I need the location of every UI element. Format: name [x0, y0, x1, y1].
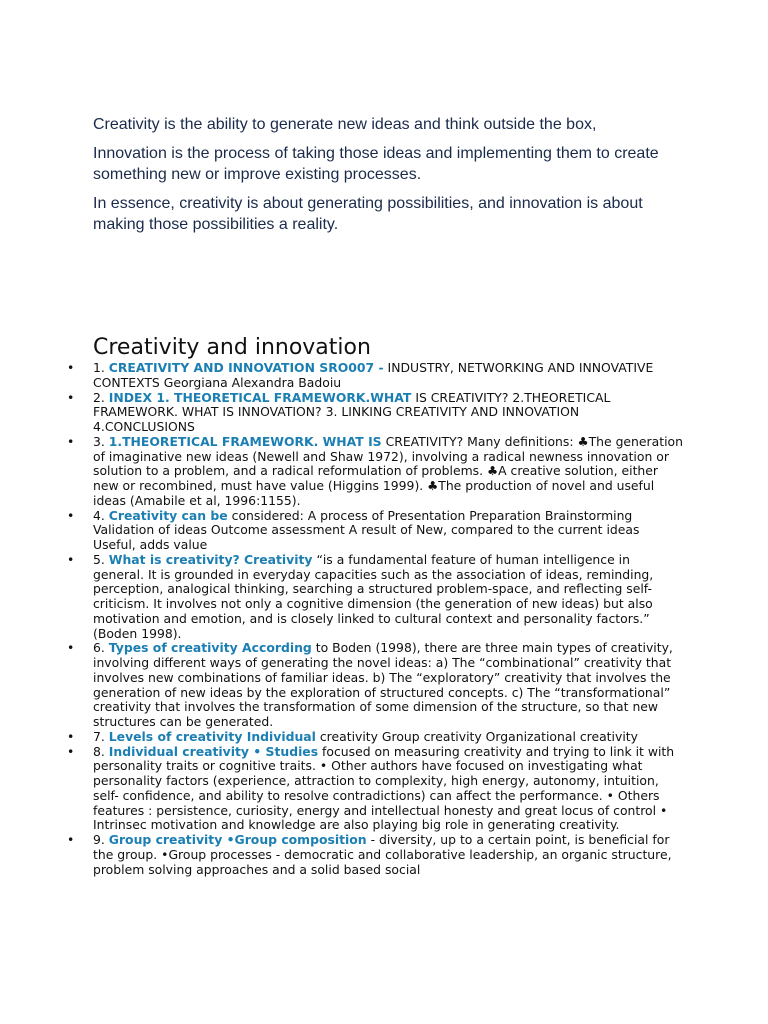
list-item — [93, 553, 683, 642]
item-heading-link[interactable]: What is creativity? Creativity — [108, 551, 313, 567]
list-item — [93, 361, 683, 391]
item-heading-link[interactable]: Group creativity •Group composition — [108, 832, 367, 847]
item-number: 7. — [93, 728, 105, 744]
item-heading-link[interactable]: Types of creativity According — [108, 640, 312, 656]
list-item — [93, 435, 683, 509]
item-number: 4. — [93, 507, 105, 523]
intro-section — [93, 114, 693, 243]
list-item — [93, 730, 683, 745]
item-text: INDUSTRY, NETWORKING AND INNOVATIVE CONTEXTS Georgiana Alexandra Badoiu — [93, 360, 654, 390]
item-text: - diversity, up to a certain point, is beneficial for the group. •Group processes - democratic and collaborative leadership, an organic structure, problem solving approaches and a solid based social — [93, 832, 672, 877]
item-text: focused on measuring creativity and trying to link it with personality traits or cognitive traits. • Other authors have focused on investigating what personality factors (experience, attraction to complexity, high energy, autonomy, intuition, self- confidence, and ability to resolve contradictions) can affect the performance. • Others features : persistence, curiosity, energy and intellectual honesty and great locus of control • Intrinsec motivation and knowledge are also playing big role in generating creativity. — [93, 743, 675, 833]
item-number: 1. — [93, 360, 105, 375]
item-number: 2. — [93, 389, 105, 405]
item-text: to Boden (1998), there are three main types of creativity, involving different ways of generating the novel ideas: a) The “combinational” creativity that involves new combinations of familiar ideas. b) The “exploratory” creativity that involves the generation of new ideas by the exploration of structured concepts. c) The “transformational” creativity that involves the transformation of some dimension of the structure, so that new structures can be generated. — [93, 640, 673, 729]
item-text: “is a fundamental feature of human intelligence in general. It is grounded in everyday capacities such as the association of ideas, reminding, perception, analogical thinking, searching a structured problem-space, and reflecting self- criticism. It involves not only a cognitive dimension (the generation of new ideas) but also motivation and emotion, and is closely linked to cultural context and personality factors.” (Boden 1998). — [93, 551, 654, 641]
item-text: creativity Group creativity Organizational creativity — [319, 728, 638, 744]
list-item — [93, 833, 683, 877]
intro-paragraph-essence: In essence, creativity is about generating possibilities, and innovation is about making those possibilities a reality. — [93, 195, 643, 233]
list-item — [93, 745, 683, 834]
item-text: IS CREATIVITY? 2.THEORETICAL FRAMEWORK. WHAT IS INNOVATION? 3. LINKING CREATIVITY AND INNOVATION 4.CONCLUSIONS — [93, 389, 611, 434]
item-heading-link[interactable]: Creativity can be — [108, 507, 228, 523]
slide-list — [93, 361, 683, 877]
item-heading-link[interactable]: Levels of creativity Individual — [108, 728, 316, 744]
intro-paragraph-innovation: Innovation is the process of taking those ideas and implementing them to create something new or improve existing processes. — [93, 145, 659, 183]
item-number: 5. — [93, 551, 105, 567]
item-heading-link[interactable]: INDEX 1. THEORETICAL FRAMEWORK.WHAT — [108, 389, 412, 405]
item-heading-link[interactable]: Individual creativity • Studies — [108, 743, 319, 759]
item-number: 3. — [93, 433, 105, 449]
list-item — [93, 391, 683, 435]
list-item — [93, 641, 683, 730]
item-number: 8. — [93, 743, 105, 759]
item-number: 9. — [93, 832, 105, 847]
item-text: considered: A process of Presentation Preparation Brainstorming Validation of ideas Outcome assessment A result of New, compared to the current ideas Useful, adds value — [93, 507, 640, 552]
list-item — [93, 509, 683, 553]
document-title: Creativity and innovation — [93, 335, 371, 360]
item-heading-link[interactable]: 1.THEORETICAL FRAMEWORK. WHAT IS — [108, 433, 382, 449]
intro-paragraph-creativity: Creativity is the ability to generate new ideas and think outside the box, — [93, 116, 597, 133]
item-heading-link[interactable]: CREATIVITY AND INNOVATION SRO007 - — [108, 360, 384, 375]
item-text: CREATIVITY? Many definitions: ♣The generation of imaginative new ideas (Newell and Shaw 1972), involving a radical newness innovation or solution to a problem, and a radical reformulation of problems. ♣A creative solution, either new or recombined, must have value (Higgins 1999). ♣The production of novel and useful ideas (Amabile et al, 1996:1155). — [93, 433, 683, 508]
item-number: 6. — [93, 640, 105, 656]
